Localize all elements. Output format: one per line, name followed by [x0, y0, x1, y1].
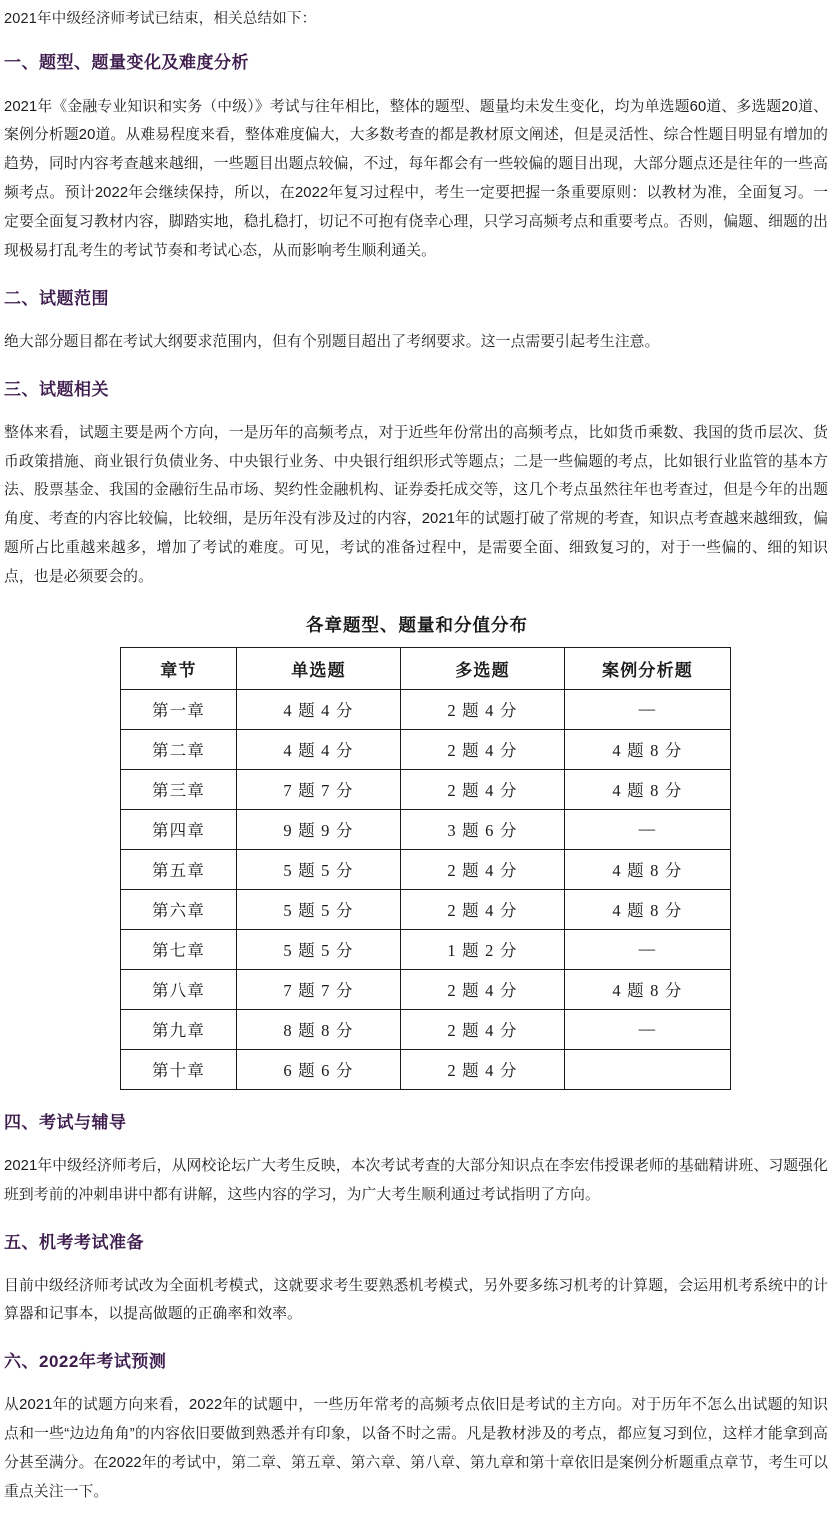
- cell-chapter: 第二章: [121, 729, 237, 769]
- cell-single-choice: 5 题 5 分: [237, 849, 401, 889]
- cell-chapter: 第十章: [121, 1049, 237, 1089]
- column-header-single-choice: 单选题: [237, 647, 401, 689]
- cell-chapter: 第三章: [121, 769, 237, 809]
- cell-chapter: 第七章: [121, 929, 237, 969]
- table-header-row: [121, 647, 731, 689]
- table-row: [121, 929, 731, 969]
- cell-chapter: 第一章: [121, 689, 237, 729]
- cell-chapter: 第九章: [121, 1009, 237, 1049]
- table-row: [121, 809, 731, 849]
- cell-case-analysis: 4 题 8 分: [565, 769, 731, 809]
- table-row: [121, 729, 731, 769]
- section-heading-1: 一、题型、题量变化及难度分析: [4, 53, 249, 73]
- cell-chapter: 第八章: [121, 969, 237, 1009]
- cell-multi-choice: 2 题 4 分: [401, 1009, 565, 1049]
- cell-multi-choice: 3 题 6 分: [401, 809, 565, 849]
- section-heading-3: 三、试题相关: [4, 379, 109, 399]
- table-row: [121, 849, 731, 889]
- cell-single-choice: 5 题 5 分: [237, 929, 401, 969]
- cell-single-choice: 4 题 4 分: [237, 689, 401, 729]
- section-heading-5: 五、机考考试准备: [4, 1232, 144, 1252]
- section-6-paragraph-1: 从2021年的试题方向来看，2022年的试题中，一些历年常考的高频考点依旧是考试的主方向。对于历年不怎么出试题的知识点和一些“边边角角”的内容依旧要做到熟悉并有印象，以备不时之需。凡是教材涉及的考点，都应复习到位，这样才能拿到高分甚至满分。在2022年的考试中，第二章、第五章、第六章、第八章、第九章和第十章依旧是案例分析题重点章节，考生可以重点关注一下。: [4, 1397, 828, 1500]
- cell-single-choice: 7 题 7 分: [237, 969, 401, 1009]
- section-2-paragraph-1: 绝大部分题目都在考试大纲要求范围内，但有个别题目超出了考纲要求。这一点需要引起考生注意。: [4, 333, 660, 350]
- section-heading-2: 二、试题范围: [4, 288, 109, 308]
- cell-case-analysis: —: [565, 929, 731, 969]
- cell-multi-choice: 2 题 4 分: [401, 729, 565, 769]
- table-row: [121, 1049, 731, 1089]
- cell-case-analysis: —: [565, 689, 731, 729]
- cell-chapter: 第五章: [121, 849, 237, 889]
- section-1-paragraph-1: 2021年《金融专业知识和实务（中级）》考试与往年相比，整体的题型、题量均未发生变化，均为单选题60道、多选题20道、案例分析题20道。从难易程度来看，整体难度偏大，大多数考查的都是教材原文阐述，但是灵活性、综合性题目明显有增加的趋势，同时内容考查越来越细，一些题目出题点较偏，不过，每年都会有一些较偏的题目出现，大部分题点还是往年的一些高频考点。预计2022年会继续保持，所以，在2022年复习过程中，考生一定要把握一条重要原则：以教材为准，全面复习。一定要全面复习教材内容，脚踏实地，稳扎稳打，切记不可抱有侥幸心理，只学习高频考点和重要考点。否则，偏题、细题的出现极易打乱考生的考试节奏和考试心态，从而影响考生顺利通关。: [4, 98, 828, 259]
- column-header-case-analysis: 案例分析题: [565, 647, 731, 689]
- section-5-paragraph-1: 目前中级经济师考试改为全面机考模式，这就要求考生要熟悉机考模式，另外要多练习机考的计算题，会运用机考系统中的计算器和记事本，以提高做题的正确率和效率。: [4, 1277, 828, 1323]
- cell-case-analysis: 4 题 8 分: [565, 849, 731, 889]
- intro-paragraph: 2021年中级经济师考试已结束，相关总结如下：: [4, 11, 317, 27]
- cell-multi-choice: 2 题 4 分: [401, 1049, 565, 1089]
- cell-multi-choice: 2 题 4 分: [401, 689, 565, 729]
- column-header-chapter: 章节: [121, 647, 237, 689]
- section-heading-4: 四、考试与辅导: [4, 1112, 127, 1132]
- cell-multi-choice: 2 题 4 分: [401, 849, 565, 889]
- cell-multi-choice: 2 题 4 分: [401, 769, 565, 809]
- table-row: [121, 969, 731, 1009]
- cell-case-analysis: —: [565, 1009, 731, 1049]
- cell-multi-choice: 1 题 2 分: [401, 929, 565, 969]
- cell-case-analysis: —: [565, 809, 731, 849]
- cell-chapter: 第四章: [121, 809, 237, 849]
- table-row: [121, 1009, 731, 1049]
- chapter-score-table: [120, 647, 731, 1090]
- table-row: [121, 889, 731, 929]
- cell-chapter: 第六章: [121, 889, 237, 929]
- section-heading-6: 六、2022年考试预测: [4, 1352, 167, 1372]
- cell-single-choice: 8 题 8 分: [237, 1009, 401, 1049]
- cell-case-analysis: [565, 1049, 731, 1089]
- cell-case-analysis: 4 题 8 分: [565, 889, 731, 929]
- section-4-paragraph-1: 2021年中级经济师考后，从网校论坛广大考生反映，本次考试考查的大部分知识点在李宏伟授课老师的基础精讲班、习题强化班到考前的冲刺串讲中都有讲解，这些内容的学习，为广大考生顺利通过考试指明了方向。: [4, 1157, 828, 1203]
- cell-case-analysis: 4 题 8 分: [565, 969, 731, 1009]
- cell-single-choice: 4 题 4 分: [237, 729, 401, 769]
- table-row: [121, 769, 731, 809]
- table-title: 各章题型、题量和分值分布: [306, 614, 528, 635]
- cell-case-analysis: 4 题 8 分: [565, 729, 731, 769]
- cell-single-choice: 9 题 9 分: [237, 809, 401, 849]
- cell-single-choice: 6 题 6 分: [237, 1049, 401, 1089]
- cell-single-choice: 7 题 7 分: [237, 769, 401, 809]
- cell-single-choice: 5 题 5 分: [237, 889, 401, 929]
- table-row: [121, 689, 731, 729]
- cell-multi-choice: 2 题 4 分: [401, 969, 565, 1009]
- column-header-multi-choice: 多选题: [401, 647, 565, 689]
- cell-multi-choice: 2 题 4 分: [401, 889, 565, 929]
- section-3-paragraph-1: 整体来看，试题主要是两个方向，一是历年的高频考点，对于近些年份常出的高频考点，比如货币乘数、我国的货币层次、货币政策措施、商业银行负债业务、中央银行业务、中央银行组织形式等题点；二是一些偏题的考点，比如银行业监管的基本方法、股票基金、我国的金融衍生品市场、契约性金融机构、证券委托成交等，这几个考点虽然往年也考查过，但是今年的出题角度、考查的内容比较偏，比较细，是历年没有涉及过的内容，2021年的试题打破了常规的考查，知识点考查越来越细致，偏题所占比重越来越多，增加了考试的难度。可见，考试的准备过程中，是需要全面、细致复习的，对于一些偏的、细的知识点，也是必须要会的。: [4, 424, 828, 585]
